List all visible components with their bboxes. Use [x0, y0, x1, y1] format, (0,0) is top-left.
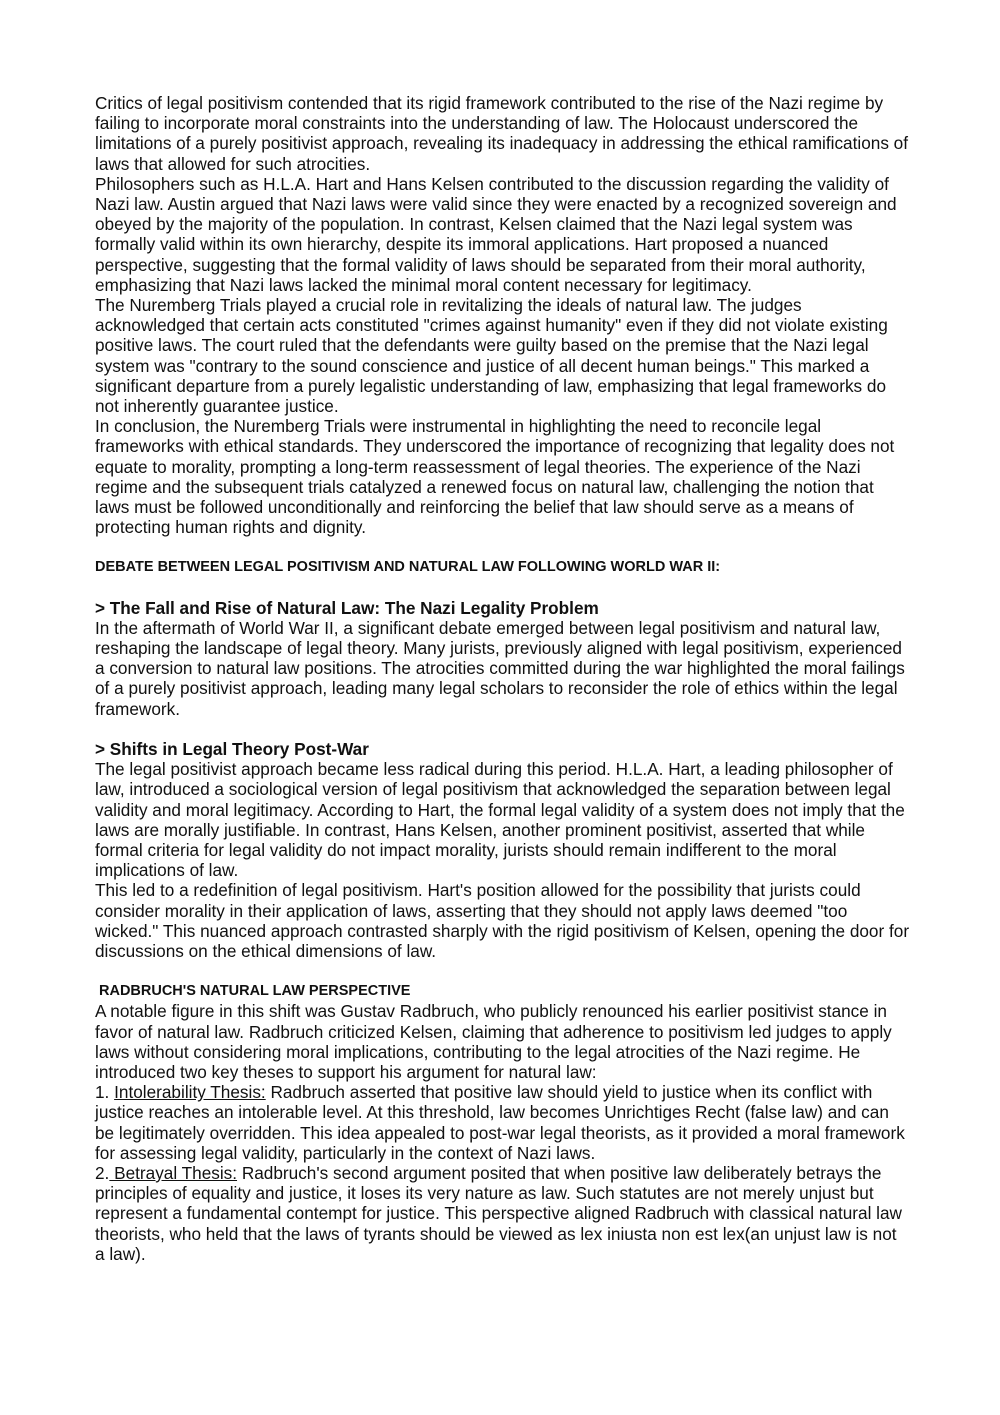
spacer	[95, 719, 910, 739]
intro-paragraph-nuremberg: The Nuremberg Trials played a crucial role in revitalizing the ideals of natural law. The judges acknowledged that certain acts constituted "crimes against humanity" even if they did not violate existing positive laws. The court ruled that the defendants were guilty based on the premise that the Nazi legal system was "contrary to the sound conscience and justice of all decent human beings." This marked a significant departure from a purely legalistic understanding of law, emphasizing that legal frameworks do not inherently guarantee justice.	[95, 295, 888, 417]
spacer	[95, 578, 910, 598]
spacer	[95, 961, 910, 981]
thesis-item-betrayal	[95, 1163, 910, 1264]
intro-paragraph-critics: Critics of legal positivism contended that its rigid framework contributed to the rise of the Nazi regime by failing to incorporate moral constraints into the understanding of law. The Holocaust underscored the limitations of a purely positivist approach, revealing its inadequacy in addressing the ethical ramifications of laws that allowed for such atrocities.	[95, 93, 909, 174]
shifts-heading: > Shifts in Legal Theory Post-War	[95, 738, 369, 759]
thesis-text: Radbruch asserted that positive law should yield to justice when its conflict with justice reaches an intolerable level. At this threshold, law becomes Unrichtiges Recht (false law) and can be legitimately overridden. This idea appealed to post-war legal theorists, as it provided a moral framework for assessing legal validity, particularly in the context of Nazi laws.	[95, 1082, 905, 1163]
shifts-paragraph-redefinition: This led to a redefinition of legal positivism. Hart's position allowed for the possibility that jurists could consider morality in their application of laws, asserting that they should not apply laws deemed "too wicked." This nuanced approach contrasted sharply with the rigid positivism of Kelsen, opening the door for discussions on the ethical dimensions of law.	[95, 880, 910, 961]
intro-paragraph-conclusion: In conclusion, the Nuremberg Trials were instrumental in highlighting the need to reconcile legal frameworks with ethical standards. They underscored the importance of recognizing that legality does not equate to morality, prompting a long-term reassessment of legal theories. The experience of the Nazi regime and the subsequent trials catalyzed a renewed focus on natural law, challenging the notion that laws must be followed unconditionally and reinforcing the belief that law should serve as a means of protecting human rights and dignity.	[95, 416, 895, 538]
document-page	[95, 93, 910, 1264]
radbruch-intro-paragraph: A notable figure in this shift was Gustav Radbruch, who publicly renounced his earlier positivist stance in favor of natural law. Radbruch criticized Kelsen, claiming that adherence to positivism led judges to apply laws without considering moral implications, contributing to the legal atrocities of the Nazi regime. He introduced two key theses to support his argument for natural law:	[95, 1001, 892, 1082]
fall-rise-heading: > The Fall and Rise of Natural Law: The Nazi Legality Problem	[95, 597, 599, 618]
radbruch-heading: RADBRUCH'S NATURAL LAW PERSPECTIVE	[99, 983, 411, 1000]
thesis-label: Betrayal Thesis:	[109, 1162, 238, 1183]
thesis-number: 2.	[95, 1162, 110, 1183]
thesis-item-intolerability	[95, 1082, 910, 1163]
shifts-paragraph-hart: The legal positivist approach became less radical during this period. H.L.A. Hart, a leading philosopher of law, introduced a sociological version of legal positivism that acknowledged the separation between legal validity and moral legitimacy. According to Hart, the formal legal validity of a system does not imply that the laws are morally justifiable. In contrast, Hans Kelsen, another prominent positivist, asserted that while formal criteria for legal validity do not impact morality, jurists should remain indifferent to the moral implications of law.	[95, 759, 905, 881]
debate-heading: DEBATE BETWEEN LEGAL POSITIVISM AND NATURAL LAW FOLLOWING WORLD WAR II:	[95, 559, 721, 576]
thesis-label: Intolerability Thesis:	[114, 1082, 266, 1103]
fall-rise-paragraph: In the aftermath of World War II, a significant debate emerged between legal positivism and natural law, reshaping the landscape of legal theory. Many jurists, previously aligned with legal positivism, experienced a conversion to natural law positions. The atrocities committed during the war highlighted the moral failings of a purely positivist approach, leading many legal scholars to reconsider the role of ethics within the legal framework.	[95, 617, 905, 719]
thesis-number: 1.	[95, 1082, 115, 1103]
spacer	[95, 537, 910, 557]
thesis-text: Radbruch's second argument posited that when positive law deliberately betrays the principles of equality and justice, it loses its very nature as law. Such statutes are not merely unjust but represent a fundamental contempt for justice. This perspective aligned Radbruch with classical natural law theorists, who held that the laws of tyrants should be viewed as lex iniusta non est lex(an unjust law is not a law).	[95, 1162, 902, 1264]
intro-paragraph-philosophers: Philosophers such as H.L.A. Hart and Hans Kelsen contributed to the discussion regarding the validity of Nazi law. Austin argued that Nazi laws were valid since they were enacted by a recognized sovereign and obeyed by the majority of the population. In contrast, Kelsen claimed that the Nazi legal system was formally valid within its own hierarchy, despite its immoral applications. Hart proposed a nuanced perspective, suggesting that the formal validity of laws should be separated from their moral authority, emphasizing that Nazi laws lacked the minimal moral content necessary for legitimacy.	[95, 173, 897, 295]
